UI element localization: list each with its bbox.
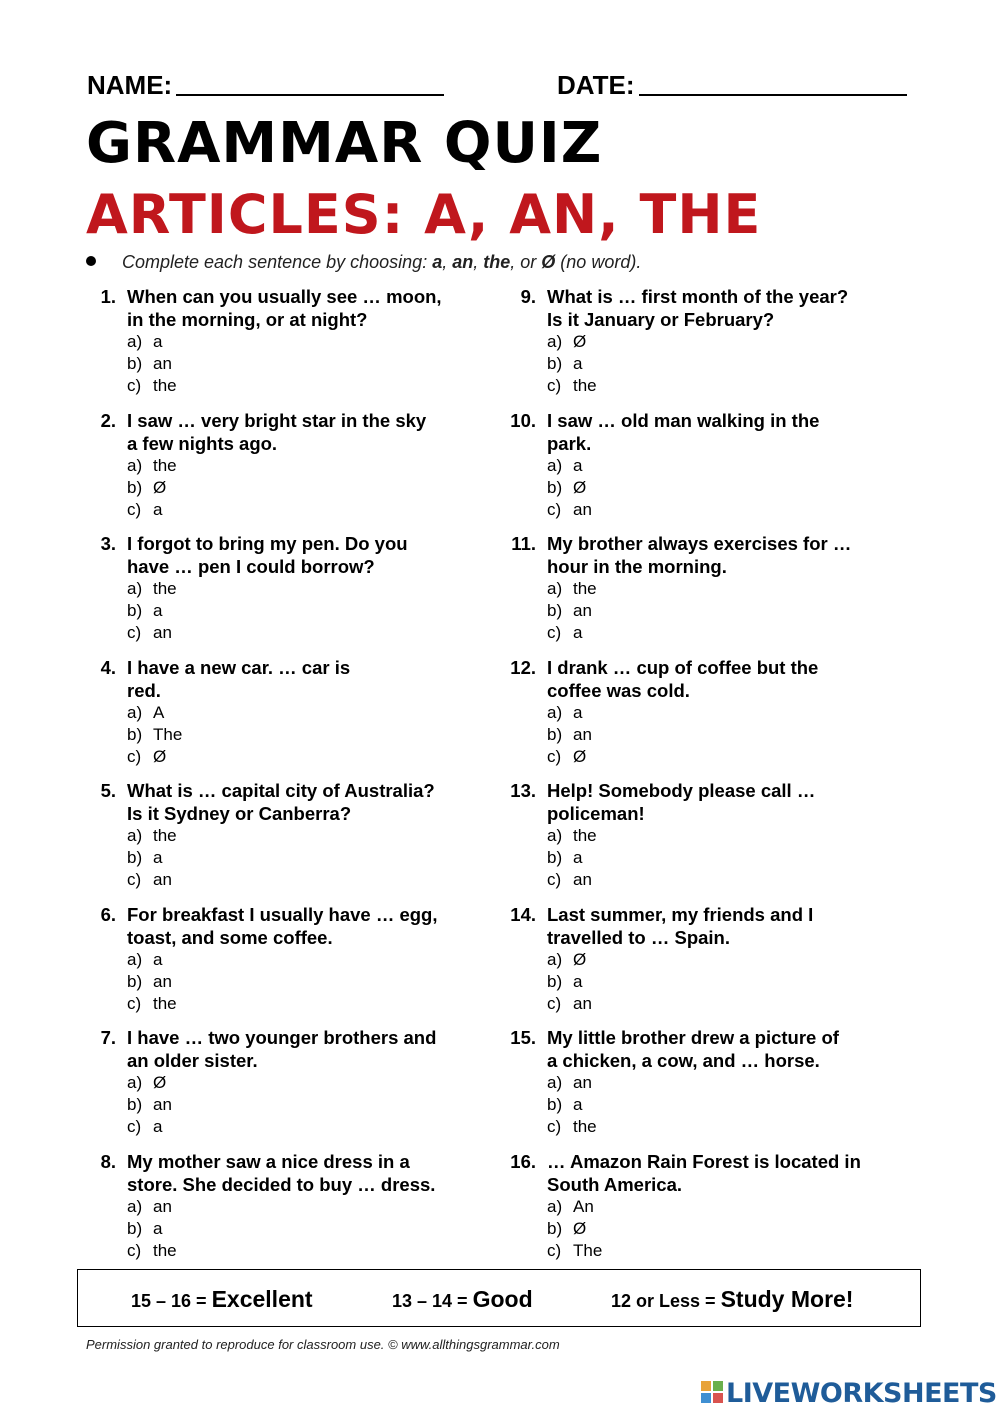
answer-option[interactable] <box>127 600 177 622</box>
option-text: The <box>573 1241 603 1260</box>
option-letter: a) <box>127 332 143 351</box>
answer-option[interactable] <box>127 353 177 375</box>
option-letter: c) <box>547 1241 562 1260</box>
option-letter: c) <box>547 623 562 642</box>
answer-options <box>547 949 592 1015</box>
option-text: the <box>153 826 177 845</box>
question-text: My brother always exercises for … hour in the morning. <box>547 533 852 577</box>
option-letter: c) <box>547 870 562 889</box>
answer-option[interactable] <box>547 331 597 353</box>
option-letter: c) <box>547 376 562 395</box>
option-letter: c) <box>547 747 562 766</box>
option-text: an <box>153 623 172 642</box>
question-number: 8. <box>100 1151 116 1172</box>
question-number: 10. <box>510 410 536 431</box>
question-item <box>86 903 506 1023</box>
answer-option[interactable] <box>127 455 177 477</box>
question-item <box>506 409 926 529</box>
answer-options <box>547 331 597 397</box>
question-text: Last summer, my friends and I travelled to … Spain. <box>547 904 814 948</box>
answer-option[interactable] <box>547 949 592 971</box>
question-item <box>86 1026 506 1146</box>
option-letter: b) <box>547 601 563 620</box>
option-letter: c) <box>127 747 142 766</box>
answer-option[interactable] <box>547 477 592 499</box>
question-text: When can you usually see … moon, in the morning, or at night? <box>127 286 442 330</box>
question-text: Help! Somebody please call … policeman! <box>547 780 816 824</box>
option-text: an <box>153 870 172 889</box>
option-text: a <box>153 332 163 351</box>
answer-options <box>127 1196 177 1262</box>
page-subtitle: ARTICLES: A, AN, THE <box>86 183 762 246</box>
answer-option[interactable] <box>127 375 177 397</box>
option-text: an <box>153 972 172 991</box>
option-letter: a) <box>127 1073 143 1092</box>
question-number: 12. <box>510 657 536 678</box>
option-letter: a) <box>547 826 563 845</box>
option-letter: b) <box>547 972 563 991</box>
answer-option[interactable] <box>547 1072 597 1094</box>
option-text: an <box>573 994 592 1013</box>
option-text: a <box>573 623 583 642</box>
question-number: 13. <box>510 780 536 801</box>
answer-options <box>127 455 177 521</box>
option-letter: b) <box>547 478 563 497</box>
answer-option[interactable] <box>547 993 592 1015</box>
answer-option[interactable] <box>547 600 597 622</box>
option-text: Ø <box>153 478 167 497</box>
answer-options <box>127 578 177 644</box>
option-text: the <box>573 1117 597 1136</box>
option-text: Ø <box>573 478 587 497</box>
answer-option[interactable] <box>547 375 597 397</box>
option-letter: a) <box>127 456 143 475</box>
answer-options <box>547 1072 597 1138</box>
brand-text: LIVEWORKSHEETS <box>726 1378 997 1409</box>
option-letter: a) <box>547 579 563 598</box>
answer-option[interactable] <box>547 1218 602 1240</box>
question-number: 3. <box>100 533 116 554</box>
name-line[interactable] <box>176 70 444 96</box>
score-label: Excellent <box>211 1286 313 1312</box>
option-text: Ø <box>573 332 587 351</box>
score-label: Good <box>472 1286 533 1312</box>
name-label: NAME: <box>87 70 173 100</box>
question-number: 16. <box>510 1151 536 1172</box>
option-letter: a) <box>547 456 563 475</box>
question-number: 11. <box>511 533 536 554</box>
answer-option[interactable] <box>547 724 592 746</box>
question-item <box>506 903 926 1023</box>
score-label: Study More! <box>720 1286 854 1312</box>
answer-option[interactable] <box>547 1116 597 1138</box>
option-text: the <box>153 579 177 598</box>
option-letter: c) <box>127 623 142 642</box>
answer-options <box>127 825 177 891</box>
question-item <box>506 779 926 899</box>
answer-option[interactable] <box>127 847 177 869</box>
option-letter: b) <box>127 848 143 867</box>
answer-option[interactable] <box>127 825 177 847</box>
answer-option[interactable] <box>127 499 177 521</box>
option-text: a <box>153 500 163 519</box>
option-text: an <box>573 500 592 519</box>
answer-option[interactable] <box>127 993 177 1015</box>
option-letter: b) <box>547 1219 563 1238</box>
option-letter: b) <box>127 1219 143 1238</box>
question-text: I have a new car. … car is red. <box>127 657 351 701</box>
page-title: GRAMMAR QUIZ <box>86 111 603 176</box>
score-excellent <box>131 1286 313 1313</box>
option-text: An <box>573 1197 594 1216</box>
option-text: an <box>153 354 172 373</box>
answer-options <box>127 331 177 397</box>
instruction-sep: , <box>473 252 484 272</box>
option-text: a <box>573 456 583 475</box>
question-item <box>506 656 926 776</box>
option-letter: a) <box>127 1197 143 1216</box>
option-letter: a) <box>547 950 563 969</box>
option-letter: b) <box>127 601 143 620</box>
option-text: an <box>153 1095 172 1114</box>
instruction-opt-a: a <box>432 252 443 272</box>
score-study-more <box>611 1286 853 1313</box>
option-text: an <box>573 1073 592 1092</box>
option-text: a <box>153 1117 163 1136</box>
question-item <box>86 1150 506 1270</box>
answer-option[interactable] <box>547 702 592 724</box>
option-text: A <box>153 703 165 722</box>
answer-options <box>547 825 597 891</box>
answer-option[interactable] <box>127 949 177 971</box>
option-text: a <box>153 1219 163 1238</box>
answer-option[interactable] <box>547 1094 597 1116</box>
option-text: Ø <box>573 950 587 969</box>
answer-options <box>127 702 182 768</box>
option-letter: c) <box>547 500 562 519</box>
option-letter: c) <box>127 870 142 889</box>
score-range: 13 – 14 = <box>392 1291 473 1311</box>
score-range: 15 – 16 = <box>131 1291 212 1311</box>
question-text: My mother saw a nice dress in a store. She decided to buy … dress. <box>127 1151 436 1195</box>
question-item <box>86 285 506 405</box>
question-item <box>86 532 506 652</box>
option-letter: b) <box>127 1095 143 1114</box>
name-field[interactable] <box>87 70 444 101</box>
answer-options <box>547 702 592 768</box>
question-text: I saw … very bright star in the sky a few nights ago. <box>127 410 427 454</box>
option-letter: c) <box>547 1117 562 1136</box>
option-text: a <box>573 354 583 373</box>
answer-option[interactable] <box>127 622 177 644</box>
question-text: I have … two younger brothers and an older sister. <box>127 1027 437 1071</box>
answer-option[interactable] <box>127 477 177 499</box>
question-item <box>506 1150 926 1270</box>
option-text: the <box>573 376 597 395</box>
question-text: What is … capital city of Australia? Is it Sydney or Canberra? <box>127 780 435 824</box>
option-text: Ø <box>573 1219 587 1238</box>
option-letter: c) <box>127 1241 142 1260</box>
option-text: Ø <box>153 747 167 766</box>
header-row <box>87 70 917 104</box>
answer-options <box>547 1196 602 1262</box>
question-item <box>506 285 926 405</box>
option-text: the <box>573 826 597 845</box>
answer-option[interactable] <box>547 353 597 375</box>
answer-options <box>127 949 177 1015</box>
option-text: an <box>573 725 592 744</box>
scoring-box <box>77 1269 921 1327</box>
option-text: a <box>573 972 583 991</box>
answer-option[interactable] <box>547 869 597 891</box>
option-letter: b) <box>547 354 563 373</box>
option-text: The <box>153 725 183 744</box>
question-item <box>86 409 506 529</box>
liveworksheets-logo-icon <box>700 1380 724 1404</box>
answer-option[interactable] <box>547 1240 602 1262</box>
instruction <box>86 252 641 273</box>
question-text: My little brother drew a picture of a chicken, a cow, and … horse. <box>547 1027 839 1071</box>
option-letter: b) <box>127 354 143 373</box>
answer-option[interactable] <box>127 702 182 724</box>
answer-option[interactable] <box>127 724 182 746</box>
answer-option[interactable] <box>127 1094 172 1116</box>
question-item <box>86 779 506 899</box>
question-number: 15. <box>510 1027 536 1048</box>
question-number: 7. <box>100 1027 116 1048</box>
question-number: 2. <box>100 410 116 431</box>
bullet-icon <box>86 256 96 266</box>
option-letter: a) <box>547 703 563 722</box>
answer-option[interactable] <box>127 1240 177 1262</box>
question-number: 14. <box>510 904 536 925</box>
instruction-suffix: (no word). <box>555 252 642 272</box>
answer-option[interactable] <box>547 746 592 768</box>
answer-option[interactable] <box>127 331 177 353</box>
instruction-opt-the: the <box>483 252 511 272</box>
option-text: Ø <box>573 747 587 766</box>
option-letter: a) <box>127 579 143 598</box>
answer-option[interactable] <box>127 971 177 993</box>
date-line[interactable] <box>639 70 907 96</box>
answer-option[interactable] <box>547 971 592 993</box>
question-text: For breakfast I usually have … egg, toast, and some coffee. <box>127 904 438 948</box>
answer-option[interactable] <box>547 578 597 600</box>
option-text: a <box>153 848 163 867</box>
answer-option[interactable] <box>547 455 592 477</box>
option-letter: b) <box>127 478 143 497</box>
score-range: 12 or Less = <box>611 1291 721 1311</box>
option-letter: b) <box>547 725 563 744</box>
option-text: the <box>153 994 177 1013</box>
answer-option[interactable] <box>127 1116 172 1138</box>
question-text: I forgot to bring my pen. Do you have … pen I could borrow? <box>127 533 408 577</box>
option-letter: c) <box>127 500 142 519</box>
question-text: I saw … old man walking in the park. <box>547 410 820 454</box>
instruction-prefix: Complete each sentence by choosing: <box>122 252 433 272</box>
option-text: a <box>573 1095 583 1114</box>
answer-option[interactable] <box>127 578 177 600</box>
answer-option[interactable] <box>547 825 597 847</box>
option-letter: a) <box>127 703 143 722</box>
date-field[interactable] <box>557 70 907 101</box>
option-letter: a) <box>127 826 143 845</box>
footer-permission: Permission granted to reproduce for classroom use. © www.allthingsgrammar.com <box>86 1337 560 1352</box>
instruction-opt-an: an <box>452 252 474 272</box>
option-text: a <box>573 703 583 722</box>
question-number: 5. <box>100 780 116 801</box>
answer-options <box>547 455 592 521</box>
option-letter: a) <box>547 332 563 351</box>
option-text: Ø <box>153 1073 167 1092</box>
option-text: an <box>573 870 592 889</box>
question-item <box>86 656 506 776</box>
answer-option[interactable] <box>547 622 597 644</box>
answer-option[interactable] <box>127 1196 177 1218</box>
option-letter: a) <box>547 1197 563 1216</box>
option-letter: b) <box>127 972 143 991</box>
option-letter: c) <box>127 994 142 1013</box>
question-number: 6. <box>100 904 116 925</box>
option-letter: c) <box>127 376 142 395</box>
question-number: 1. <box>100 286 116 307</box>
answer-option[interactable] <box>127 869 177 891</box>
option-text: a <box>153 601 163 620</box>
answer-option[interactable] <box>547 1196 602 1218</box>
instruction-sep: , <box>442 252 453 272</box>
score-good <box>392 1286 533 1313</box>
option-text: the <box>573 579 597 598</box>
answer-option[interactable] <box>127 746 182 768</box>
option-text: an <box>573 601 592 620</box>
question-item <box>506 532 926 652</box>
question-text: … Amazon Rain Forest is located in South America. <box>547 1151 861 1195</box>
question-text: What is … first month of the year? Is it January or February? <box>547 286 849 330</box>
option-text: an <box>153 1197 172 1216</box>
answer-options <box>127 1072 172 1138</box>
date-label: DATE: <box>557 70 635 100</box>
option-text: the <box>153 1241 177 1260</box>
answer-option[interactable] <box>127 1218 177 1240</box>
answer-option[interactable] <box>127 1072 172 1094</box>
option-text: a <box>573 848 583 867</box>
option-letter: a) <box>547 1073 563 1092</box>
instruction-opt-none: Ø <box>541 252 556 272</box>
question-number: 4. <box>100 657 116 678</box>
answer-option[interactable] <box>547 499 592 521</box>
answer-option[interactable] <box>547 847 597 869</box>
option-letter: b) <box>127 725 143 744</box>
option-letter: c) <box>547 994 562 1013</box>
answer-options <box>547 578 597 644</box>
option-text: a <box>153 950 163 969</box>
option-letter: a) <box>127 950 143 969</box>
question-item <box>506 1026 926 1146</box>
option-letter: b) <box>547 848 563 867</box>
option-text: the <box>153 376 177 395</box>
instruction-sep: , or <box>510 252 542 272</box>
option-text: the <box>153 456 177 475</box>
question-text: I drank … cup of coffee but the coffee was cold. <box>547 657 819 701</box>
question-number: 9. <box>520 286 536 307</box>
option-letter: c) <box>127 1117 142 1136</box>
option-letter: b) <box>547 1095 563 1114</box>
